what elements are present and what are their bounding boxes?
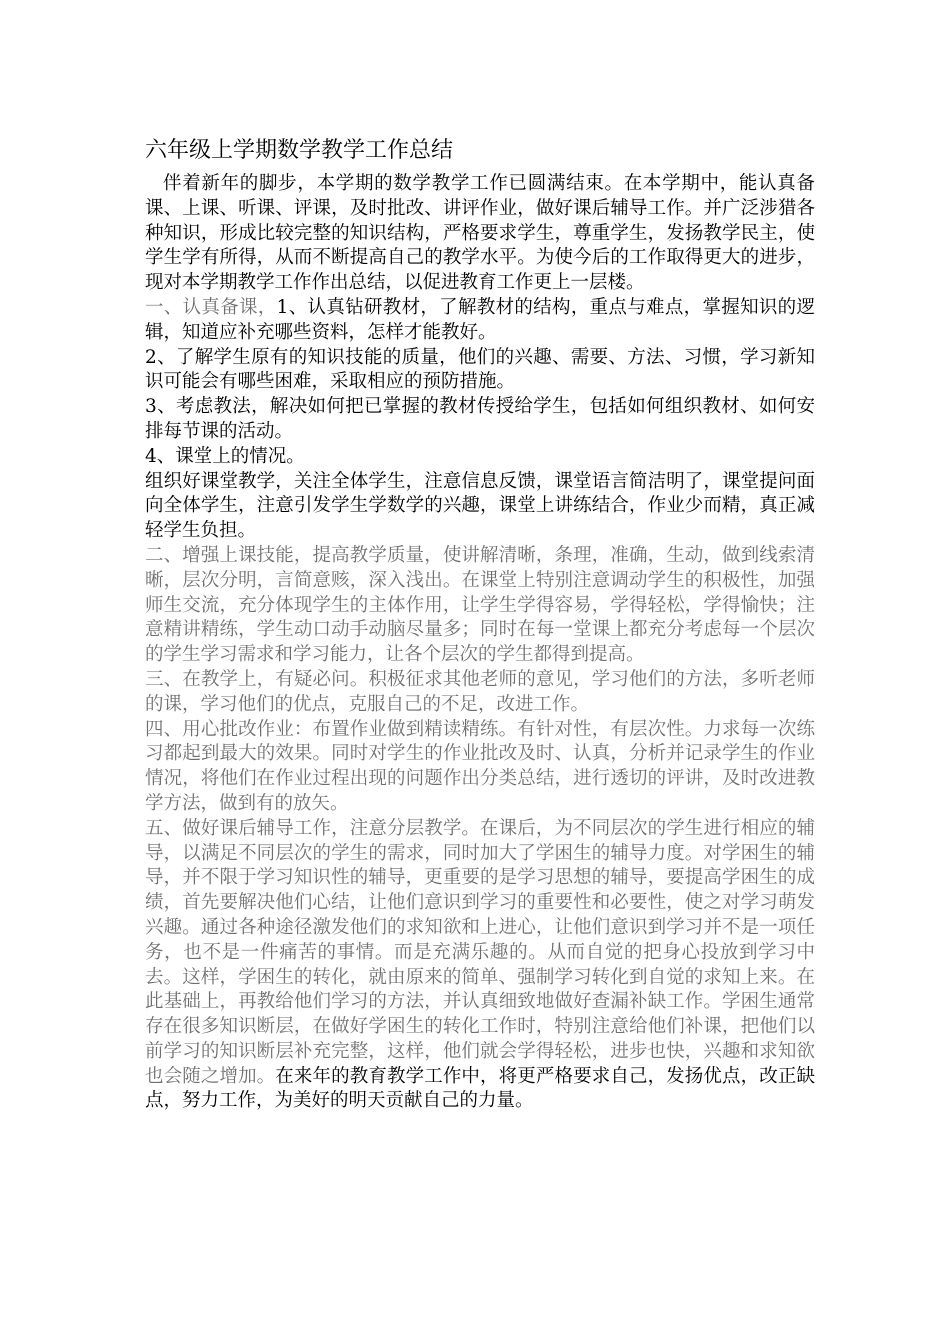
intro-paragraph: 伴着新年的脚步，本学期的数学教学工作已圆满结束。在本学期中，能认真备课、上课、听课、评课，及时批改、讲评作业，做好课后辅导工作。并广泛涉猎各种知识，形成比较完整的知识结构，严格要求学生，尊重学生，发扬教学民主，使学生学有所得，从而不断提高自己的教学水平。为使今后的工作取得更大的进步，现对本学期教学工作作出总结，以促进教育工作更上一层楼。 bbox=[145, 173, 815, 294]
section2-paragraph: 二、增强上课技能，提高教学质量，使讲解清晰，条理，准确，生动，做到线索清晰，层次分明，言简意赅，深入浅出。在课堂上特别注意调动学生的积极性，加强师生交流，充分体现学生的主体作用，让学生学得容易，学得轻松，学得愉快；注意精讲精练，学生动口动手动脑尽量多；同时在每一堂课上都充分考虑每一个层次的学生学习需求和学习能力，让各个层次的学生都得到提高。 bbox=[145, 544, 815, 666]
section4-paragraph: 四、用心批改作业：布置作业做到精读精练。有针对性，有层次性。力求每一次练习都起到最大的效果。同时对学生的作业批改及时、认真，分析并记录学生的作业情况，将他们在作业过程出现的问题作出分类总结，进行透切的评讲，及时改进教学方法，做到有的放矢。 bbox=[145, 718, 815, 814]
closing-text: 在来年的教育教学工作中，将更严格要求自己，发扬优点，改正缺点，努力工作，为美好的明天贡献自己的力量。 bbox=[145, 1065, 815, 1112]
document-page bbox=[145, 134, 815, 1114]
section1-item4: 4、课堂上的情况。 bbox=[145, 445, 305, 467]
section1-heading: 一、认真备课， bbox=[145, 296, 277, 318]
section1-item1: 1、认真钻研教材，了解教材的结构，重点与难点，掌握知识的逻辑，知道应补充哪些资料，怎样才能教好。 bbox=[145, 296, 815, 343]
section1-item2: 2、了解学生原有的知识技能的质量，他们的兴趣、需要、方法、习惯，学习新知识可能会有哪些困难，采取相应的预防措施。 bbox=[145, 346, 815, 393]
section1-item3: 3、考虑教法，解决如何把已掌握的教材传授给学生，包括如何组织教材、如何安排每节课的活动。 bbox=[145, 396, 815, 442]
section5-paragraph bbox=[145, 817, 815, 1115]
document-title: 六年级上学期数学教学工作总结 bbox=[145, 138, 454, 163]
section5-text: 五、做好课后辅导工作，注意分层教学。在课后，为不同层次的学生进行相应的辅导，以满足不同层次的学生的需求，同时加大了学困生的辅导力度。对学困生的辅导，并不限于学习知识性的辅导，更重要的是学习思想的辅导，要提高学困生的成绩，首先要解决他们心结，让他们意识到学习的重要性和必要性，使之对学习萌发兴趣。通过各种途径激发他们的求知欲和上进心，让他们意识到学习并不是一项任务，也不是一件痛苦的事情。而是充满乐趣的。从而自觉的把身心投放到学习中去。这样，学困生的转化，就由原来的简单、强制学习转化到自觉的求知上来。在此基础上，再教给他们学习的方法，并认真细致地做好查漏补缺工作。学困生通常存在很多知识断层，在做好学困生的转化工作时，特别注意给他们补课，把他们以前学习的知识断层补充完整，这样，他们就会学得轻松，进步也快，兴趣和求知欲也会随之增加。 bbox=[145, 817, 815, 1087]
section3-paragraph: 三、在教学上，有疑必问。积极征求其他老师的意见，学习他们的方法，多听老师的课，学习他们的优点，克服自己的不足，改进工作。 bbox=[145, 668, 815, 715]
section1-paragraph bbox=[145, 296, 815, 346]
section1-item4-detail: 组织好课堂教学，关注全体学生，注意信息反馈，课堂语言简洁明了，课堂提问面向全体学生，注意引发学生学数学的兴趣，课堂上讲练结合，作业少而精，真正减轻学生负担。 bbox=[145, 470, 815, 542]
